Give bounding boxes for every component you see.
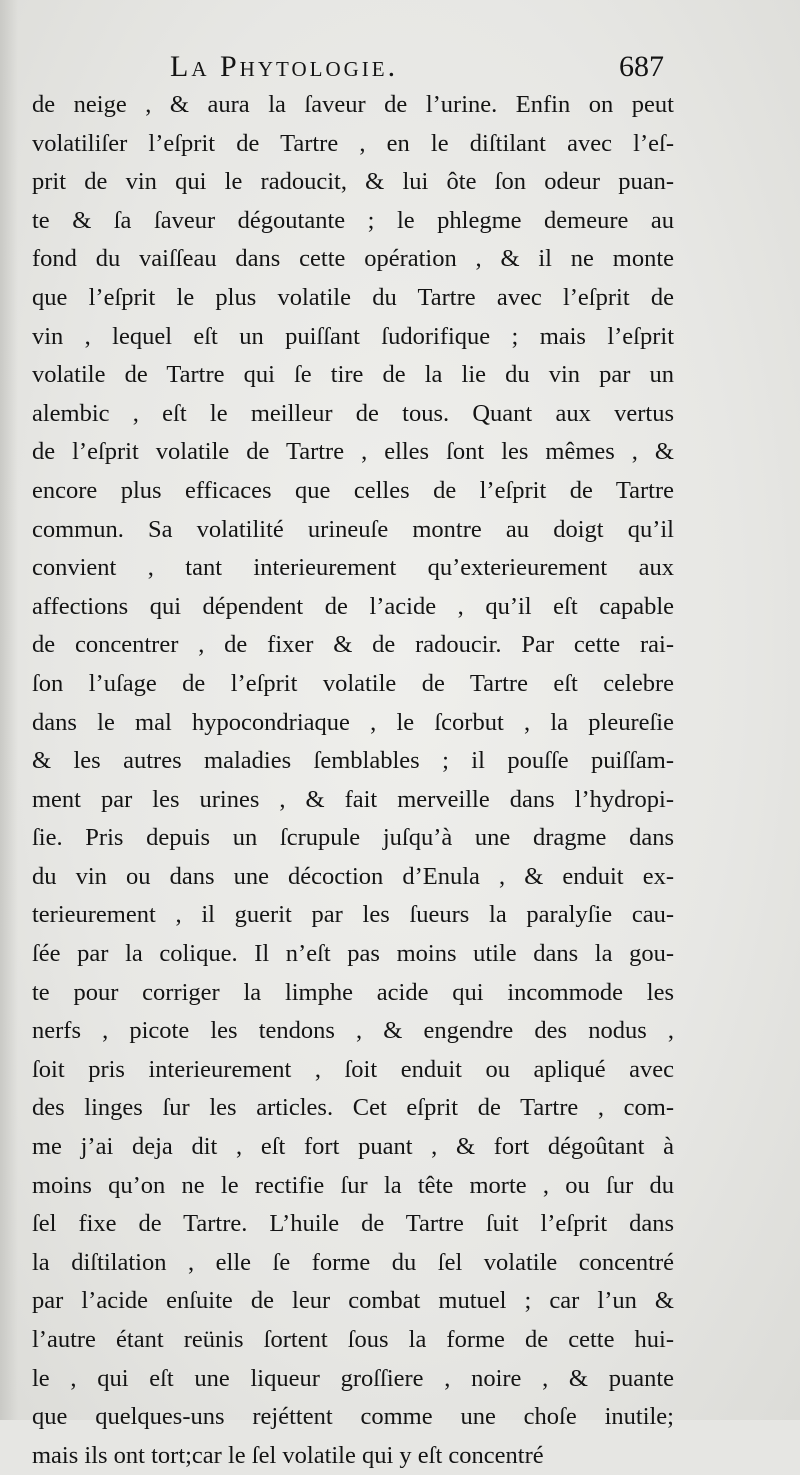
text-line: terieurement , il guerit par les ſueurs la paralyſie cau- [32,901,674,929]
text-line: te & ſa ſaveur dégoutante ; le phlegme demeure au [32,206,674,234]
text-line: la diſtilation , elle ſe forme du ſel volatile concentré [32,1248,674,1276]
text-line: alembic , eſt le meilleur de tous. Quant aux vertus [32,399,674,427]
text-line: te pour corriger la limphe acide qui incommode les [32,978,674,1006]
text-line: mais ils ont tort;car le ſel volatile qui y eſt concentré [32,1441,544,1469]
text-line: ment par les urines , & fait merveille dans l’hydropi- [32,785,674,813]
page-gutter-shadow [0,0,18,1420]
text-line: ſoit pris interieurement , ſoit enduit ou apliqué avec [32,1055,674,1083]
text-line: du vin ou dans une décoction d’Enula , & enduit ex- [32,862,674,890]
text-line: & les autres maladies ſemblables ; il pouſſe puiſſam- [32,747,674,775]
text-line: moins qu’on ne le rectifie ſur la tête morte , ou ſur du [32,1171,674,1199]
text-line: commun. Sa volatilité urineuſe montre au doigt qu’il [32,515,674,543]
text-line: convient , tant interieurement qu’exterieurement aux [32,554,674,582]
text-line: fond du vaiſſeau dans cette opération , & il ne monte [32,245,674,273]
text-line: me j’ai deja dit , eſt fort puant , & fort dégoûtant à [32,1133,674,1161]
text-line: ſie. Pris depuis un ſcrupule juſqu’à une dragme dans [32,824,674,852]
body-text [32,86,674,1475]
text-line: de concentrer , de fixer & de radoucir. Par cette rai- [32,631,674,659]
text-line: de l’eſprit volatile de Tartre , elles ſont les mêmes , & [32,438,674,466]
text-line: l’autre étant reünis ſortent ſous la forme de cette hui- [32,1326,674,1353]
text-line: le , qui eſt une liqueur groſſiere , noire , & puante [32,1364,674,1392]
page-number: 687 [619,50,664,83]
text-line: encore plus efficaces que celles de l’eſprit de Tartre [32,476,674,504]
text-line: que quelques-uns rejéttent comme une choſe inutile; [32,1403,674,1431]
text-line: affections qui dépendent de l’acide , qu’il eſt capable [32,592,674,620]
running-title: La Phytologie. [170,50,399,83]
text-line: par l’acide enſuite de leur combat mutuel ; car l’un & [32,1287,674,1315]
text-line: volatiliſer l’eſprit de Tartre , en le diſtilant avec l’eſ- [32,129,674,157]
text-line: nerfs , picote les tendons , & engendre des nodus , [32,1017,674,1045]
text-line: ſée par la colique. Il n’eſt pas moins utile dans la gou- [32,940,674,968]
text-line: des linges ſur les articles. Cet eſprit de Tartre , com- [32,1094,674,1122]
text-line: de neige , & aura la ſaveur de l’urine. Enfin on peut [32,91,674,118]
text-line: volatile de Tartre qui ſe tire de la lie du vin par un [32,361,674,389]
text-line: ſel fixe de Tartre. L’huile de Tartre ſuit l’eſprit dans [32,1210,674,1238]
text-line: ſon l’uſage de l’eſprit volatile de Tartre eſt celebre [32,669,674,697]
text-line: dans le mal hypocondriaque , le ſcorbut , la pleureſie [32,708,674,736]
text-line: prit de vin qui le radoucit, & lui ôte ſon odeur puan- [32,168,674,196]
text-line: vin , lequel eſt un puiſſant ſudorifique ; mais l’eſprit [32,322,674,350]
text-line: que l’eſprit le plus volatile du Tartre avec l’eſprit de [32,283,674,311]
